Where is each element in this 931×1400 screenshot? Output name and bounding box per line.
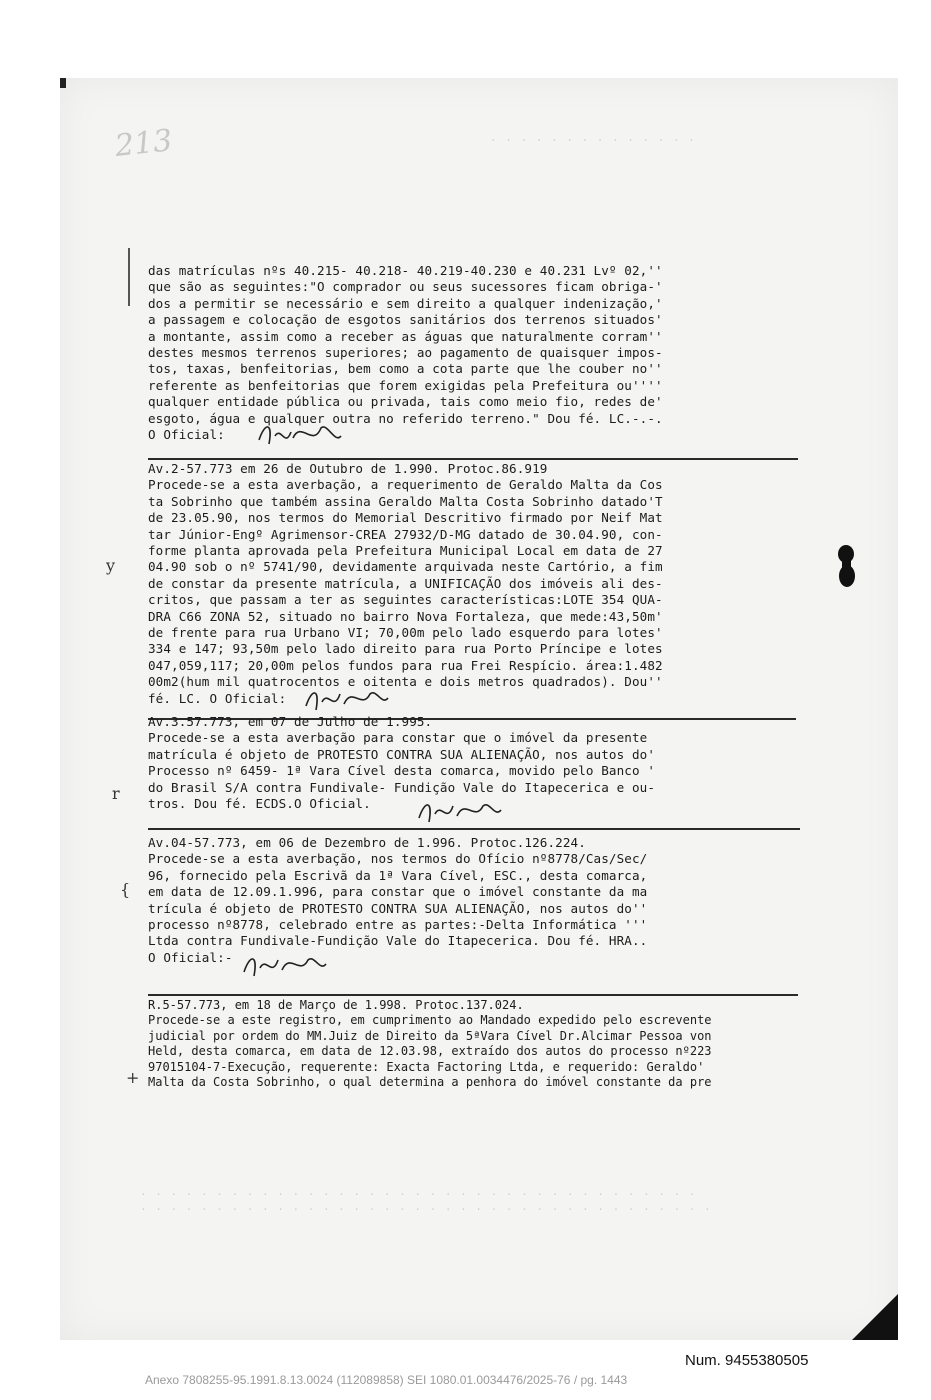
scan-corner-mark [60,78,66,88]
entry-line: a montante, assim como a receber as águas que naturalmente corram'' [148,328,663,344]
entry-line: Av.04-57.773, em 06 de Dezembro de 1.996. Protoc.126.224. [148,835,586,850]
entry-line: Ltda contra Fundivale-Fundição Vale do Itapecerica. Dou fé. HRA.. [148,933,648,949]
margin-note: { [120,880,131,899]
entry-line: a passagem e colocação de esgotos sanitários dos terrenos situados' [148,312,663,328]
show-through-text: · · · · · · · · · · · · · · [490,134,696,147]
entry-separator [148,458,798,460]
entry-line: 047,059,117; 20,00m pelos fundos para rua Frei Respício. área:1.482 [148,657,663,673]
entry-line: matrícula é objeto de PROTESTO CONTRA SUA ALIENAÇÃO, nos autos do' [148,746,656,762]
registry-entry-1 [148,263,798,443]
entry-line: destes mesmos terrenos superiores; ao pagamento de quaisquer impos- [148,345,663,361]
document-number: Num. 9455380505 [685,1352,809,1369]
entry-line: Av.3.57.773, em 07 de Julho de 1.995. [148,714,433,729]
entry-line: judicial por ordem do MM.Juiz de Direito da 5ªVara Cível Dr.Alcimar Pessoa von [148,1028,712,1043]
entry-line: critos, que passam a ter as seguintes características:LOTE 354 QUA- [148,592,663,608]
registry-entry-2 [148,461,798,707]
entry-line: R.5-57.773, em 18 de Março de 1.998. Protoc.137.024. [148,998,524,1012]
margin-note: y [106,556,116,575]
signature-mark [300,682,390,716]
signature-mark [415,794,505,828]
margin-note: r [112,784,120,803]
entry-line: O Oficial:- [148,949,233,965]
entry-line: Procede-se a esta averbação para constar que o imóvel da presente [148,730,648,746]
entry-line: Procede-se a esta averbação, a requerimento de Geraldo Malta da Cos [148,477,663,493]
handwritten-page-number: 213 [113,123,174,164]
entry-line: Procede-se a esta averbação, nos termos do Ofício nº8778/Cas/Sec/ [148,851,648,867]
entry-line: processo nº8778, celebrado entre as partes:-Delta Informática ''' [148,917,648,933]
ink-blot [836,544,856,590]
entry-line: que são as seguintes:"O comprador ou seus sucessores ficam obriga-' [148,279,663,295]
margin-bracket-line [128,248,130,306]
entry-line: em data de 12.09.1.996, para constar que o imóvel constante da ma [148,884,648,900]
entry-separator [148,994,798,996]
registry-entry-4 [148,835,798,966]
entry-line: tar Júnior-Engº Agrimensor-CREA 27932/D-MG datado de 30.04.90, con- [148,526,663,542]
signature-mark [255,418,345,452]
entry-line: trícula é objeto de PROTESTO CONTRA SUA ALIENAÇÃO, nos autos do'' [148,900,648,916]
entry-line: Av.2-57.773 em 26 de Outubro de 1.990. Protoc.86.919 [148,461,548,476]
entry-line: do Brasil S/A contra Fundivale- Fundição Vale do Itapecerica e ou- [148,779,656,795]
entry-line: qualquer entidade pública ou privada, tais como meio fio, redes de' [148,394,663,410]
entry-line: 97015104-7-Execução, requerente: Exacta Factoring Ltda, e requerido: Geraldo' [148,1059,705,1074]
entry-line: 00m2(hum mil quatrocentos e oitenta e dois metros quadrados). Dou'' [148,674,663,690]
entry-line: 96, fornecido pela Escrivã da 1ª Vara Cível, ESC., desta comarca, [148,867,648,883]
corner-fold-mark [852,1294,898,1340]
signature-mark [240,948,330,982]
entry-line: 334 e 147; 93,50m pelo lado direito para rua Porto Príncipe e lotes [148,641,663,657]
entry-line: tros. Dou fé. ECDS.O Oficial. [148,796,371,812]
entry-line: Malta da Costa Sobrinho, o qual determina a penhora do imóvel constante da pre [148,1075,712,1090]
entry-line: DRA C66 ZONA 52, situado no bairro Nova Fortaleza, que mede:43,50m' [148,608,663,624]
entry-line: de 23.05.90, nos termos do Memorial Descritivo firmado por Neif Mat [148,510,663,526]
entry-line: fé. LC. O Oficial: [148,690,287,706]
entry-separator [148,828,800,830]
entry-line: de constar da presente matrícula, a UNIFICAÇÃO dos imóveis ali des- [148,575,663,591]
scanned-page [60,78,898,1340]
entry-line: Held, desta comarca, em data de 12.03.98, extraído dos autos do processo nº223 [148,1044,712,1059]
document-reference: Anexo 7808255-95.1991.8.13.0024 (112089858) SEI 1080.01.0034476/2025-76 / pg. 1443 [145,1373,628,1387]
entry-line: esgoto, água e qualquer outra no referido terreno." Dou fé. LC.-.-. [148,410,663,426]
entry-line: O Oficial: [148,427,225,443]
registry-entry-5 [148,998,798,1090]
entry-line: 04.90 sob o nº 5741/90, devidamente arquivada neste Cartório, a fim [148,559,663,575]
entry-line: dos a permitir se necessário e sem direito a qualquer indenização,' [148,295,663,311]
margin-note: + [126,1068,140,1087]
entry-line: Processo nº 6459- 1ª Vara Cível desta comarca, movido pelo Banco ' [148,763,656,779]
show-through-text: · · · · · · · · · · · · · · · · · · · · · · · · · · · · · · · · · · · · · · [140,1203,712,1216]
entry-line: Procede-se a este registro, em cumprimento ao Mandado expedido pelo escrevente [148,1013,712,1028]
entry-line: forme planta aprovada pela Prefeitura Municipal Local em data de 27 [148,543,663,559]
entry-line: referente as benfeitorias que forem exigidas pela Prefeitura ou'''' [148,377,663,393]
entry-line: ta Sobrinho que também assina Geraldo Malta Costa Sobrinho datado'T [148,493,663,509]
show-through-text: · · · · · · · · · · · · · · · · · · · · · · · · · · · · · · · · · · · · · [140,1188,697,1201]
entry-line: das matrículas nºs 40.215- 40.218- 40.219-40.230 e 40.231 Lvº 02,'' [148,263,663,278]
entry-line: de frente para rua Urbano VI; 70,00m pelo lado esquerdo para lotes' [148,625,663,641]
entry-line: tos, taxas, benfeitorias, bem como a cota parte que lhe couber no'' [148,361,663,377]
